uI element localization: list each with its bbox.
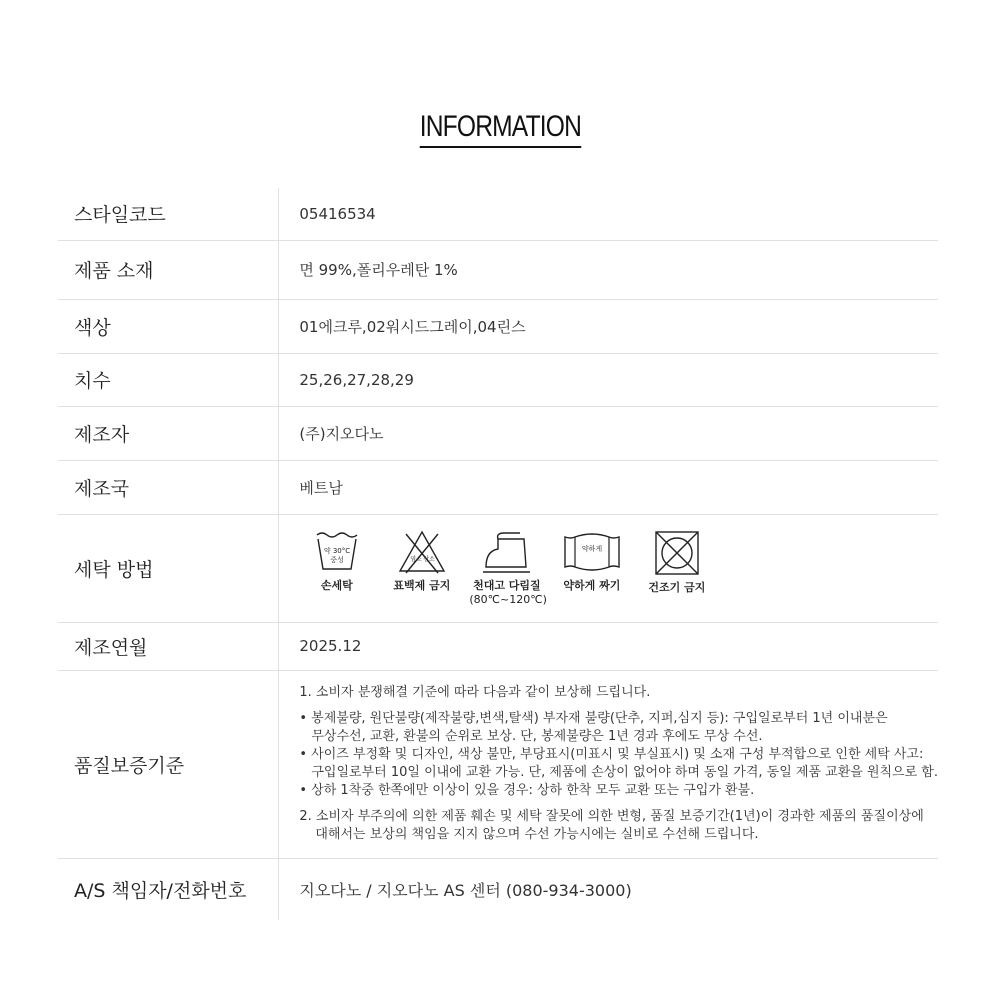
row-label: 제조자 [58, 406, 279, 460]
table-row [58, 406, 938, 460]
row-label: 스타일코드 [58, 188, 279, 240]
row-label: 품질보증기준 [58, 670, 279, 858]
product-info-table [58, 188, 938, 920]
warranty-cell [279, 670, 938, 858]
row-label: A/S 책임자/전화번호 [58, 858, 279, 920]
info-title-wrap [0, 110, 1000, 148]
gentle-wring-icon [561, 529, 623, 575]
row-value: 지오다노 / 지오다노 AS 센터 (080-934-3000) [299, 880, 632, 900]
table-row [58, 858, 938, 920]
care-inner-text: 중성 [330, 556, 344, 564]
care-inner-text: 산소 [423, 556, 435, 563]
warranty-line: 무상수선, 교환, 환불의 순위로 보상. 단, 봉제불량은 1년 경과 후에도 무상 수선. [311, 729, 763, 744]
warranty-line: 구입일로부터 10일 이내에 교환 가능. 단, 제품에 손상이 없어야 하며 동일 가격, 동일 제품 교환을 원칙으로 함. [311, 765, 938, 780]
care-icons [299, 529, 938, 607]
care-cell [279, 514, 938, 622]
care-item [469, 529, 547, 607]
hand-wash-icon [314, 529, 360, 575]
table-row [58, 299, 938, 353]
care-label: 표백제 금지 [393, 579, 451, 592]
care-label-temp: (80℃~120℃) [469, 593, 547, 606]
row-value: 25,26,27,28,29 [279, 353, 938, 406]
care-item [639, 529, 714, 595]
care-label: 약하게 짜기 [563, 579, 621, 592]
table-row [58, 514, 938, 622]
care-label: 건조기 금지 [648, 581, 706, 594]
warranty-line: • 봉제불량, 원단불량(제작불량,변색,탈색) 부자재 불량(단추, 지퍼,심지 등): 구입일로부터 1년 이내분은 [299, 711, 888, 726]
row-label: 제품 소재 [58, 240, 279, 299]
row-label: 세탁 방법 [58, 514, 279, 622]
row-value: 01에크루,02워시드그레이,04린스 [279, 299, 938, 353]
warranty-line: • 상하 1착중 한쪽에만 이상이 있을 경우: 상하 한착 모두 교환 또는 구입가 환불. [299, 783, 755, 798]
warranty-line: 대해서는 보상의 책임을 지지 않으며 수선 가능시에는 실비로 수선해 드립니다. [315, 827, 759, 842]
no-tumble-dry-icon [653, 529, 701, 577]
row-value: 2025.12 [279, 622, 938, 670]
page-title: INFORMATION [419, 110, 580, 148]
care-label: 천대고 다림질 [473, 579, 541, 592]
table-row [58, 240, 938, 299]
care-inner-text: 약 30°C [323, 547, 351, 555]
table-row [58, 622, 938, 670]
table-row [58, 670, 938, 858]
row-label: 제조국 [58, 460, 279, 514]
care-item [299, 529, 374, 593]
care-item [384, 529, 459, 593]
iron-icon [480, 529, 534, 575]
care-label: 손세탁 [320, 579, 353, 592]
row-value: 05416534 [279, 188, 938, 240]
row-value: (주)지오다노 [279, 406, 938, 460]
table-row [58, 460, 938, 514]
warranty-line: 2. 소비자 부주의에 의한 제품 훼손 및 세탁 잘못에 의한 변형, 품질 보증기간(1년)이 경과한 제품의 품질이상에 [299, 809, 924, 824]
care-inner-text: 염소 [410, 556, 422, 563]
care-inner-text: 약하게 [581, 545, 603, 553]
table-row [58, 353, 938, 406]
row-value: 면 99%,폴리우레탄 1% [279, 240, 938, 299]
warranty-line: • 사이즈 부정확 및 디자인, 색상 불만, 부당표시(미표시 및 부실표시) 및 소재 구성 부적합으로 인한 세탁 사고: [299, 747, 924, 762]
warranty-line: 1. 소비자 분쟁해결 기준에 따라 다음과 같이 보상해 드립니다. [299, 685, 651, 700]
warranty-text [299, 684, 938, 844]
row-value: 베트남 [279, 460, 938, 514]
care-item [554, 529, 629, 593]
row-label: 색상 [58, 299, 279, 353]
no-bleach-icon [397, 529, 447, 575]
row-label: 제조연월 [58, 622, 279, 670]
row-label: 치수 [58, 353, 279, 406]
table-row [58, 188, 938, 240]
